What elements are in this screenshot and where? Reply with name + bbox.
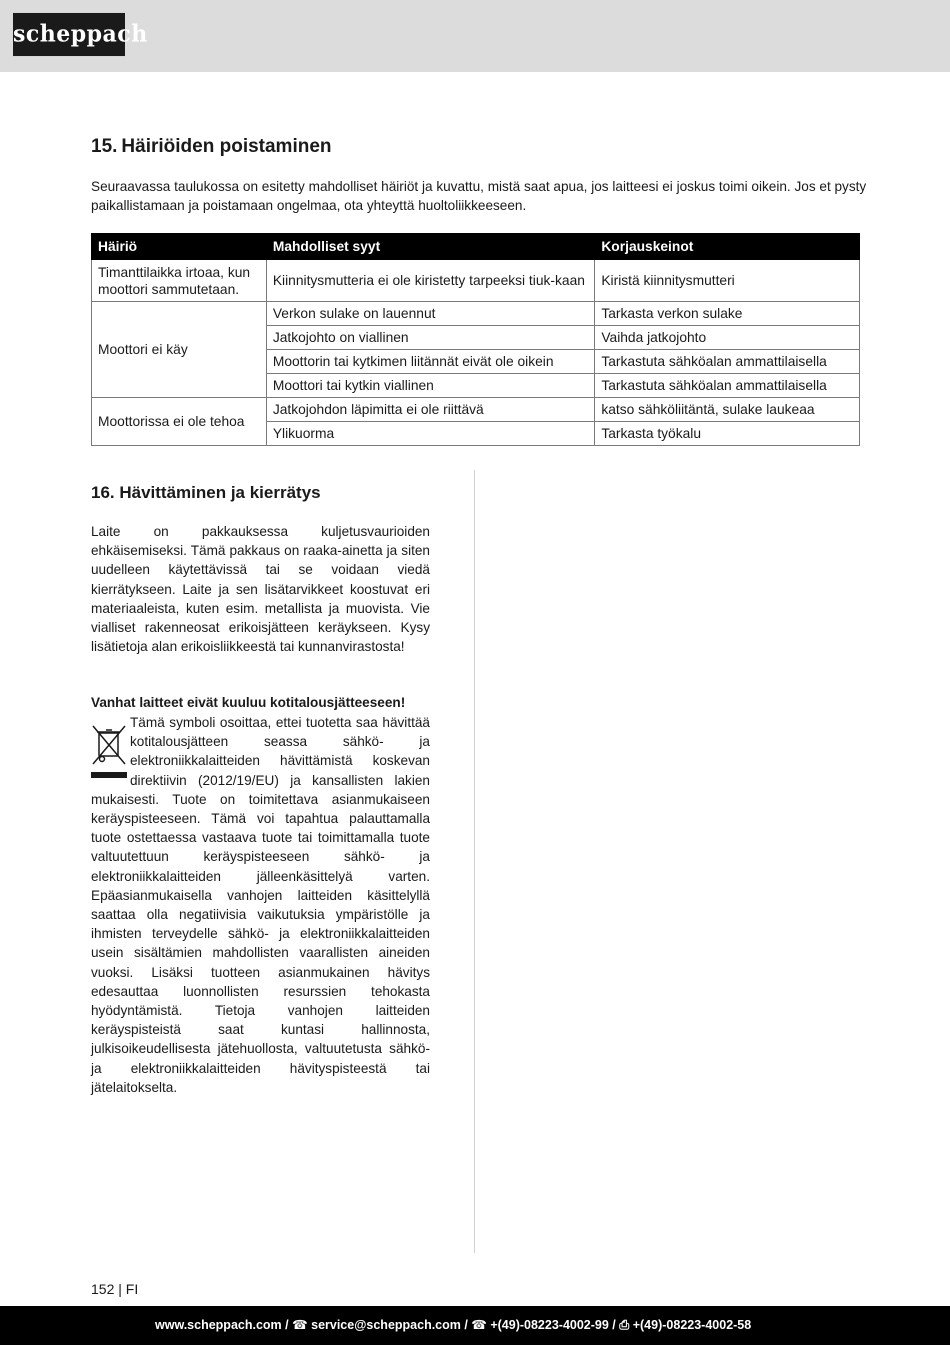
section-15-intro: Seuraavassa taulukossa on esitetty mahdolliset häiriöt ja kuvattu, mistä saat apua, jos laitteesi ei joskus toimi oikein. Jos et pysty paikallistamaan ja poistamaan ongelmaa, ota yhteyttä huoltoliikkeeseen.	[91, 179, 867, 213]
remedy-cell: Tarkastuta sähköalan ammattilaisella	[595, 350, 860, 374]
old-devices-heading: Vanhat laitteet eivät kuuluu kotitalousjätteeseen!	[91, 695, 406, 710]
section-15-number: 15.	[91, 136, 118, 157]
troubleshooting-table	[91, 233, 860, 446]
table-row	[92, 260, 860, 302]
footer-contact: www.scheppach.com / ☎ service@scheppach.com / ☎ +(49)-08223-4002-99 / ⎙ +(49)-08223-4002-58	[155, 1318, 752, 1332]
cause-cell: Ylikuorma	[266, 422, 595, 446]
section-15-heading	[91, 136, 332, 158]
scheppach-logo: scheppach	[13, 13, 125, 56]
section-16-title: 16. Hävittäminen ja kierrätys	[91, 483, 321, 502]
table-header-row	[92, 234, 860, 260]
weee-paragraph: Tämä symboli osoittaa, ettei tuotetta saa hävittää kotitalousjätteen seassa sähkö- ja elektroniikkalaitteiden hävittämistä koskevan direktiivin (2012/19/EU) ja kansallisten lakien mukaisesti. Tuote on toimitettava asianmukaiseen keräyspisteeseen. Tämä voi tapahtua palauttamalla tuote ostettaessa vastaava tuote tai toimittamalla tuote valtuutettuun keräyspisteeseen sähkö- ja elektroniikkalaitteiden jälleenkäsittelyä varten. Epäasianmukaisella vanhojen laitteiden käsittelyllä saattaa olla negatiivisia vaikutuksia ympäristölle ja ihmisten terveydelle sähkö- ja elektroniikkalaitteiden usein sisältämien mahdollisten vaarallisten aineiden vuoksi. Lisäksi tuotteen asianmukainen hävitys edesauttaa luonnollisten resurssien tehokasta hyödyntämistä. Tietoja vanhojen laitteiden keräyspisteistä saat kuntasi hallinnosta, julkisoikeudellisesta jätehuollosta, valtuutetusta sähkö- ja elektroniikkalaitteiden hävityspisteestä tai jätelaitokselta.	[91, 715, 430, 1095]
fault-cell: Moottorissa ei ole tehoa	[92, 398, 267, 446]
cause-cell: Moottori tai kytkin viallinen	[266, 374, 595, 398]
remedy-cell: katso sähköliitäntä, sulake laukeaa	[595, 398, 860, 422]
remedy-cell: Tarkastuta sähköalan ammattilaisella	[595, 374, 860, 398]
cause-cell: Kiinnitysmutteria ei ole kiristetty tarpeeksi tiuk-kaan	[266, 260, 595, 302]
cause-cell: Moottorin tai kytkimen liitännät eivät ole oikein	[266, 350, 595, 374]
cause-cell: Jatkojohdon läpimitta ei ole riittävä	[266, 398, 595, 422]
column-divider	[474, 470, 475, 1253]
header-fault: Häiriö	[92, 234, 267, 260]
crossed-out-wheelie-bin-icon	[91, 724, 127, 780]
header-remedy: Korjauskeinot	[595, 234, 860, 260]
remedy-cell: Tarkasta verkon sulake	[595, 302, 860, 326]
cause-cell: Jatkojohto on viallinen	[266, 326, 595, 350]
header-cause: Mahdolliset syyt	[266, 234, 595, 260]
remedy-cell: Vaihda jatkojohto	[595, 326, 860, 350]
page-number: 152 | FI	[91, 1281, 139, 1297]
fault-cell: Timanttilaikka irtoaa, kun moottori sammutetaan.	[92, 260, 267, 302]
section-15-title: Häiriöiden poistaminen	[121, 136, 332, 157]
fault-cell: Moottori ei käy	[92, 302, 267, 398]
cause-cell: Verkon sulake on lauennut	[266, 302, 595, 326]
table-row	[92, 302, 860, 326]
section-16-paragraph: Laite on pakkauksessa kuljetusvaurioiden ehkäisemiseksi. Tämä pakkaus on raaka-ainetta ja siten uudelleen käytettävissä tai se voidaan viedä kierrätykseen. Laite ja sen lisätarvikkeet koostuvat eri materiaaleista, kuten esim. metallista ja muovista. Vie vialliset rakenneosat erikoisjätteen keräykseen. Kysy lisätietoja alan erikoisliikkeestä tai kunnanvirastosta!	[91, 524, 430, 655]
table-row	[92, 398, 860, 422]
remedy-cell: Tarkasta työkalu	[595, 422, 860, 446]
remedy-cell: Kiristä kiinnitysmutteri	[595, 260, 860, 302]
weee-paragraph-wrap	[91, 713, 430, 1097]
